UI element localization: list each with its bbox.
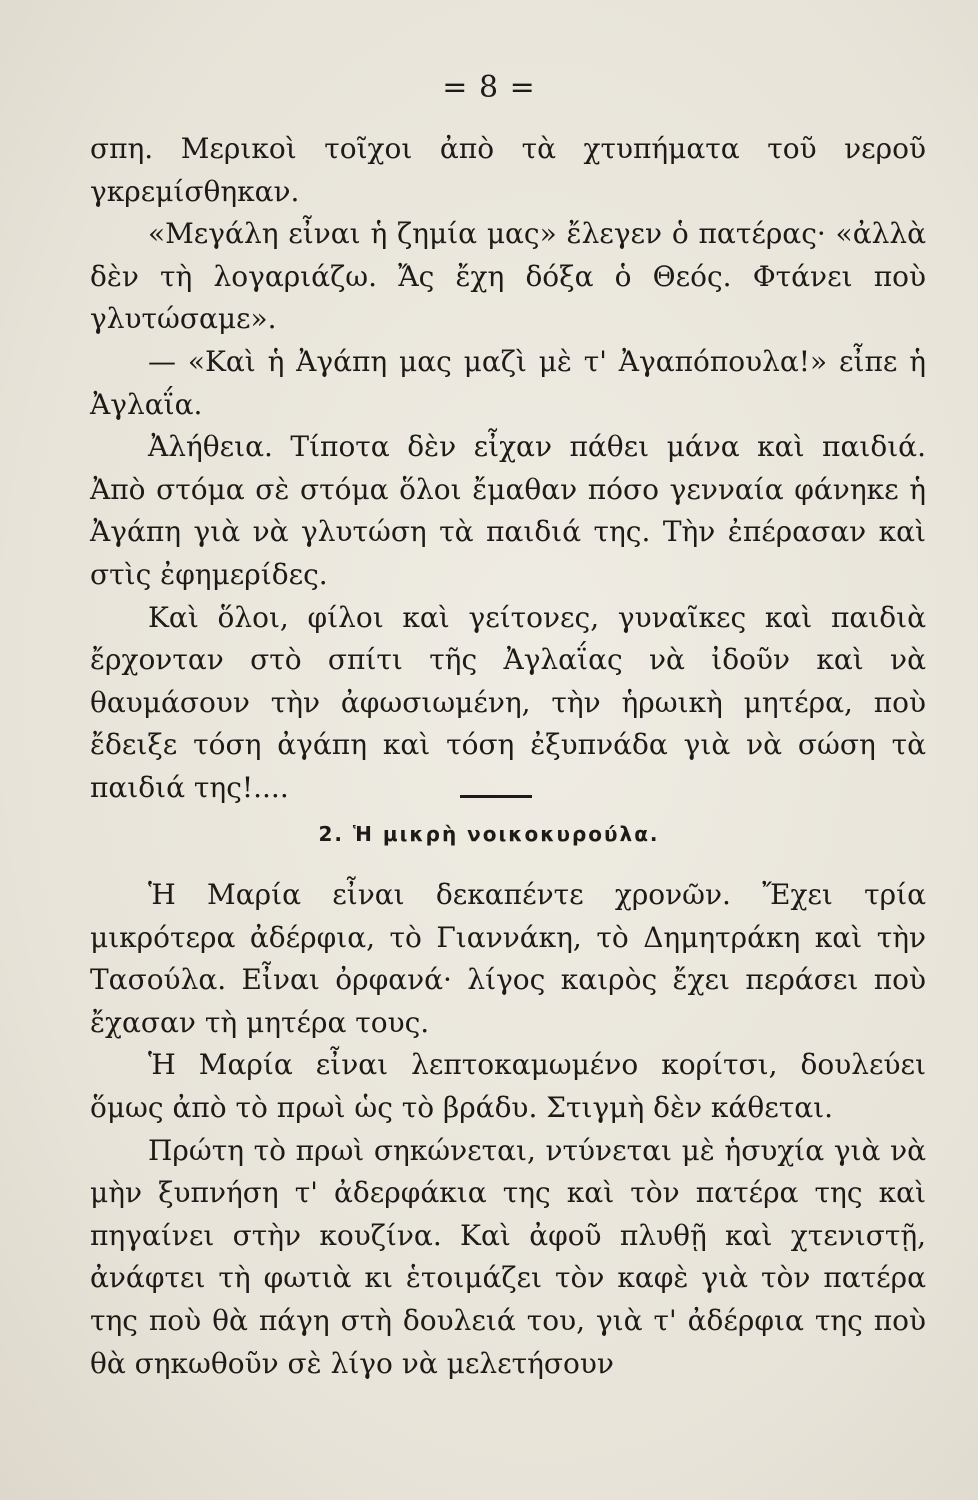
section-divider <box>460 795 532 798</box>
paragraph: σπη. Μερικοὶ τοῖχοι ἀπὸ τὰ χτυπήματα τοῦ νεροῦ γκρεμίσθηκαν. <box>90 132 926 208</box>
page-number: = 8 = <box>442 70 536 105</box>
section-heading: 2. Ἡ μικρὴ νοικοκυρούλα. <box>318 822 660 846</box>
paragraph: Ἡ Μαρία εἶναι δεκαπέντε χρονῶν. Ἔχει τρία μικρότερα ἀδέρφια, τὸ Γιαννάκη, τὸ Δημητράκη καὶ τὴν Τασούλα. Εἶναι ὀρφανά· λίγος καιρὸς ἔχει περάσει ποὺ ἔχασαν τὴ μητέρα τους. <box>90 878 926 1039</box>
paragraph: Πρώτη τὸ πρωὶ σηκώνεται, ντύνεται μὲ ἡσυχία γιὰ νὰ μὴν ξυπνήση τ' ἀδερφάκια της καὶ τὸν πατέρα της καὶ πηγαίνει στὴν κουζίνα. Καὶ ἀφοῦ πλυθῇ καὶ χτενιστῇ, ἀνάφτει τὴ φωτιὰ κι ἑτοιμάζει τὸν καφὲ γιὰ τὸν πατέρα της ποὺ θὰ πάγη στὴ δουλειά του, γιὰ τ' ἀδέρφια της ποὺ θὰ σηκωθοῦν σὲ λίγο νὰ μελετήσουν <box>90 1133 926 1380</box>
paragraph: Ἡ Μαρία εἶναι λεπτοκαμωμένο κορίτσι, δουλεύει ὅμως ἀπὸ τὸ πρωὶ ὡς τὸ βράδυ. Στιγμὴ δὲν κάθεται. <box>90 1048 926 1124</box>
text-block-upper <box>90 128 926 810</box>
paragraph: Καὶ ὅλοι, φίλοι καὶ γείτονες, γυναῖκες καὶ παιδιὰ ἔρχονταν στὸ σπίτι τῆς Ἀγλαΐας νὰ ἰδοῦν καὶ νὰ θαυμάσουν τὴν ἀφωσιωμένη, τὴν ἡρωικὴ μητέρα, ποὺ ἔδειξε τόση ἀγάπη καὶ τόση ἐξυπνάδα γιὰ νὰ σώση τὰ παιδιά της!.... <box>90 600 926 804</box>
paragraph: — «Καὶ ἡ Ἀγάπη μας μαζὶ μὲ τ' Ἀγαπόπουλα!» εἶπε ἡ Ἀγλαΐα. <box>90 344 926 421</box>
paragraph: «Μεγάλη εἶναι ἡ ζημία μας» ἔλεγεν ὁ πατέρας· «ἀλλὰ δὲν τὴ λογαριάζω. Ἄς ἔχη δόξα ὁ Θεός. Φτάνει ποὺ γλυτώσαμε». <box>90 217 926 336</box>
paragraph: Ἀλήθεια. Τίποτα δὲν εἶχαν πάθει μάνα καὶ παιδιά. Ἀπὸ στόμα σὲ στόμα ὅλοι ἔμαθαν πόσο γενναία φάνηκε ἡ Ἀγάπη γιὰ νὰ γλυτώση τὰ παιδιά της. Τὴν ἐπέρασαν καὶ στὶς ἐφημερίδες. <box>90 430 926 591</box>
text-block-lower <box>90 874 926 1385</box>
